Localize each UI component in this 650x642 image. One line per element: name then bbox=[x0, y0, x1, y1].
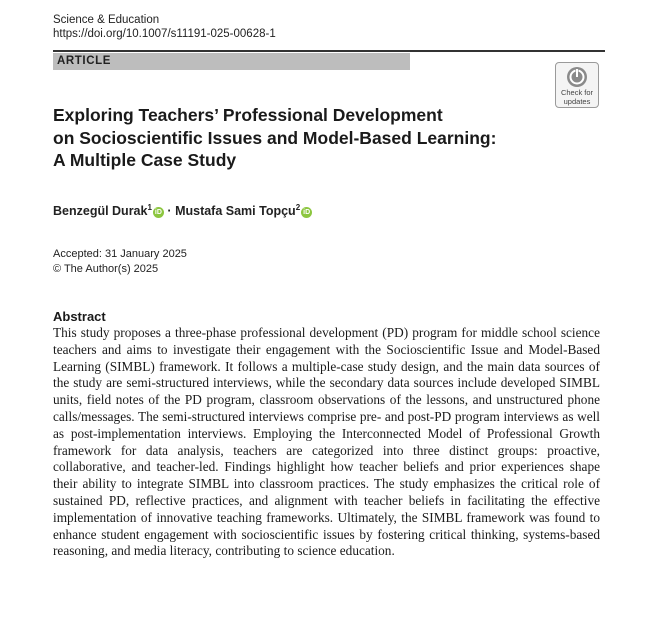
abstract-text: This study proposes a three-phase professional development (PD) program for middle school science teachers and aims to investigate their engagement with the Socioscientific Issue and Model-Based Learning (SIMBL) framework. It follows a multiple-case study design, and the main data sources of the study are semi-structured interviews, while the secondary data sources include developed SIMBL units, field notes of the PD program, classroom observations of the lessons, and unstructured phone calls/messages. The semi-structured interviews comprise pre- and post-PD program interviews as well as post-implementation interviews. Employing the Interconnected Model of Professional Growth framework for data analysis, teachers are categorized into three distinct groups: proactive, collaborative, and teacher-led. Findings highlight how teacher beliefs and prior experiences shape their ability to integrate SIMBL into classroom practices. The study emphasizes the critical role of sustained PD, reflective practices, and alignment with teacher beliefs in facilitating the effective implementation of innovative teaching frameworks. Ultimately, the SIMBL framework was found to enhance student engagement with socioscientific issues by fostering critical thinking, systems-based reasoning, and media literacy, contributing to science education. bbox=[53, 325, 600, 559]
header-divider bbox=[53, 50, 605, 52]
abstract-heading: Abstract bbox=[53, 309, 106, 324]
orcid-icon[interactable]: iD bbox=[303, 209, 311, 217]
copyright-notice: © The Author(s) 2025 bbox=[53, 263, 159, 275]
author-affiliation: 1 bbox=[147, 203, 152, 212]
journal-name: Science & Education bbox=[53, 14, 160, 26]
check-for-updates-icon bbox=[566, 66, 588, 88]
author-name[interactable]: Mustafa Sami Topçu bbox=[175, 204, 296, 219]
paper-title bbox=[53, 104, 573, 172]
author-list bbox=[53, 203, 312, 218]
check-for-updates-button[interactable] bbox=[555, 62, 599, 108]
title-line-3: A Multiple Case Study bbox=[53, 150, 237, 170]
article-type-label: ARTICLE bbox=[57, 55, 112, 67]
doi-link[interactable]: https://doi.org/10.1007/s11191-025-00628-1 bbox=[53, 28, 276, 40]
orcid-icon[interactable]: iD bbox=[154, 209, 162, 217]
author-separator: · bbox=[167, 204, 172, 219]
title-line-2: on Socioscientific Issues and Model-Based Learning: bbox=[53, 127, 497, 148]
accepted-date: Accepted: 31 January 2025 bbox=[53, 248, 187, 260]
author-name[interactable]: Benzegül Durak bbox=[53, 204, 148, 219]
check-for-updates-line1: Check for bbox=[560, 88, 594, 97]
title-line-1: Exploring Teachers’ Professional Development bbox=[53, 105, 443, 125]
author-affiliation: 2 bbox=[295, 203, 301, 212]
check-for-updates-line2: updates bbox=[563, 97, 591, 106]
